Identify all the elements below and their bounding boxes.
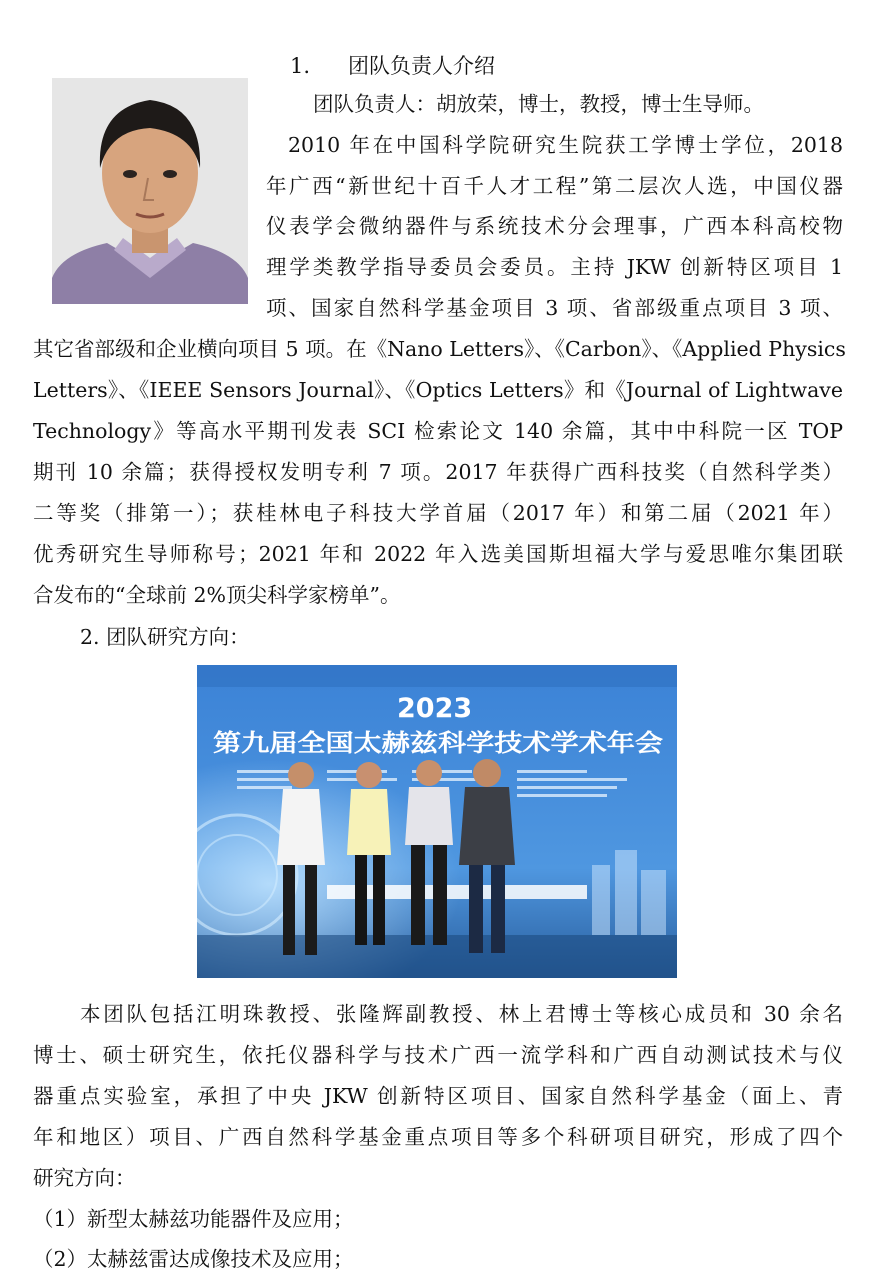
bio-line: 二等奖（排第一）；获桂林电子科技大学首届（2017 年）和第二届（2021 年） bbox=[33, 501, 843, 525]
bio-line: 优秀研究生导师称号；2021 年和 2022 年入选美国斯坦福大学与爱思唯尔集团联 bbox=[33, 542, 843, 566]
section-1-title: 团队负责人介绍 bbox=[348, 54, 495, 78]
section-2-heading: 2. 团队研究方向： bbox=[80, 625, 250, 649]
research-line: 研究方向： bbox=[33, 1166, 136, 1190]
research-direction-item: （2）太赫兹雷达成像技术及应用； bbox=[33, 1247, 354, 1271]
bio-line: Letters》、《IEEE Sensors Journal》、《Optics Letters》和《Journal of Lightwave bbox=[33, 378, 843, 402]
bio-line: 项、国家自然科学基金项目 3 项、省部级重点项目 3 项、 bbox=[266, 296, 843, 320]
section-1-number: 1. bbox=[290, 54, 311, 78]
bio-line: Technology》等高水平期刊发表 SCI 检索论文 140 余篇，其中中科院一区 TOP bbox=[33, 419, 843, 443]
section-1-heading bbox=[290, 50, 495, 82]
bio-line: 合发布的“全球前 2%顶尖科学家榜单”。 bbox=[33, 583, 401, 607]
conference-group-photo bbox=[197, 665, 677, 978]
leader-intro-line: 团队负责人：胡放荣，博士，教授，博士生导师。 bbox=[313, 92, 764, 116]
research-line: 博士、硕士研究生，依托仪器科学与技术广西一流学科和广西自动测试技术与仪 bbox=[33, 1043, 843, 1067]
team-leader-portrait bbox=[52, 78, 248, 304]
bio-line: 理学类教学指导委员会委员。主持 JKW 创新特区项目 1 bbox=[266, 255, 843, 279]
bio-line: 年广西“新世纪十百千人才工程”第二层次人选，中国仪器 bbox=[266, 174, 843, 198]
research-direction-item: （1）新型太赫兹功能器件及应用； bbox=[33, 1207, 354, 1231]
bio-line: 仪表学会微纳器件与系统技术分会理事，广西本科高校物 bbox=[266, 214, 843, 238]
bio-line: 2010 年在中国科学院研究生院获工学博士学位，2018 bbox=[288, 133, 843, 157]
photo-banner-year: 2023 bbox=[397, 693, 473, 724]
bio-line: 期刊 10 余篇；获得授权发明专利 7 项。2017 年获得广西科技奖（自然科学类） bbox=[33, 460, 843, 484]
bio-line: 其它省部级和企业横向项目 5 项。在《Nano Letters》、《Carbon》、《Applied Physics bbox=[33, 337, 846, 361]
research-line: 年和地区）项目、广西自然科学基金重点项目等多个科研项目研究，形成了四个 bbox=[33, 1125, 843, 1149]
research-line: 本团队包括江明珠教授、张隆辉副教授、林上君博士等核心成员和 30 余名 bbox=[80, 1002, 843, 1026]
photo-banner-title: 第九届全国太赫兹科学技术学术年会 bbox=[213, 729, 663, 757]
research-line: 器重点实验室，承担了中央 JKW 创新特区项目、国家自然科学基金（面上、青 bbox=[33, 1084, 843, 1108]
